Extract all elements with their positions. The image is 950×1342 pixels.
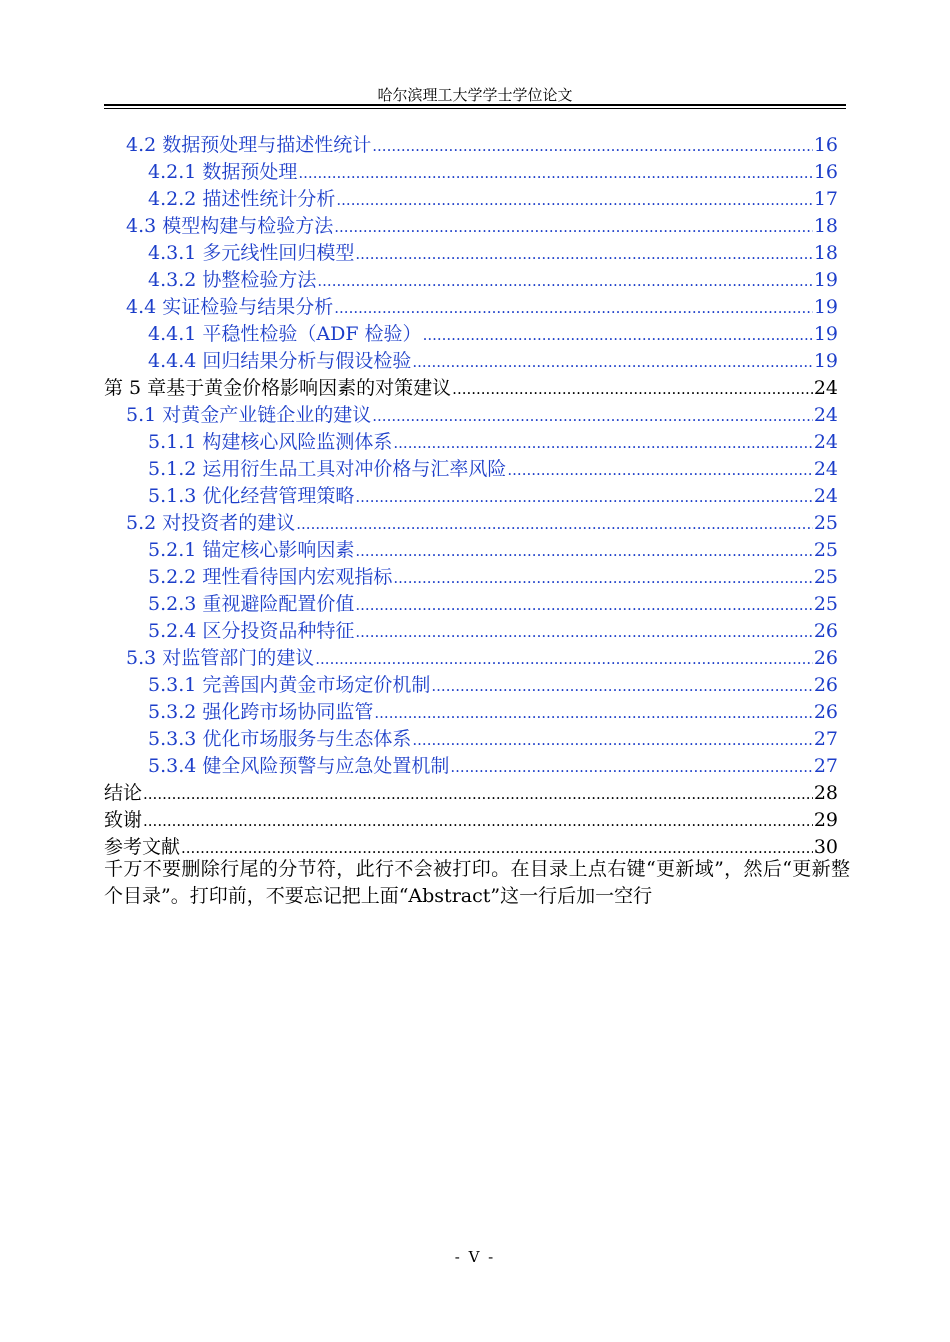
- toc-dot-leader: [355, 484, 812, 511]
- toc-entry[interactable]: [104, 186, 838, 213]
- toc-entry[interactable]: [104, 483, 838, 510]
- toc-entry-page[interactable]: 19: [813, 350, 838, 372]
- toc-entry-page[interactable]: 24: [813, 404, 838, 426]
- toc-entry-title[interactable]: 第 5 章基于黄金价格影响因素的对策建议: [104, 377, 452, 399]
- toc-entry-title[interactable]: 4.2.2 描述性统计分析: [148, 188, 336, 210]
- toc-entry[interactable]: [104, 402, 838, 429]
- toc-entry-title[interactable]: 4.4 实证检验与结果分析: [126, 296, 334, 318]
- toc-dot-leader: [355, 241, 812, 268]
- toc-entry-title[interactable]: 5.1.3 优化经营管理策略: [148, 485, 355, 507]
- toc-entry-title[interactable]: 结论: [104, 782, 143, 804]
- toc-entry[interactable]: [104, 159, 838, 186]
- toc-entry[interactable]: [104, 456, 838, 483]
- toc-entry[interactable]: [104, 537, 838, 564]
- toc-entry-title[interactable]: 4.3.2 协整检验方法: [148, 269, 317, 291]
- toc-entry-title[interactable]: 4.4.4 回归结果分析与假设检验: [148, 350, 412, 372]
- toc-entry[interactable]: [104, 429, 838, 456]
- toc-entry-title[interactable]: 5.3.2 强化跨市场协同监管: [148, 701, 374, 723]
- header-rule-thin: [104, 108, 846, 109]
- toc-entry-title[interactable]: 4.4.1 平稳性检验（ADF 检验）: [148, 323, 422, 345]
- toc-dot-leader: [143, 808, 813, 835]
- toc-entry-page[interactable]: 25: [813, 566, 838, 588]
- toc-entry-page[interactable]: 28: [813, 782, 838, 804]
- toc-dot-leader: [393, 565, 812, 592]
- toc-entry-page[interactable]: 24: [813, 431, 838, 453]
- toc-entry[interactable]: [104, 132, 838, 159]
- toc-entry-page[interactable]: 26: [813, 674, 838, 696]
- toc-entry-page[interactable]: 24: [813, 458, 838, 480]
- toc-entry-title[interactable]: 5.3.4 健全风险预警与应急处置机制: [148, 755, 450, 777]
- toc-entry[interactable]: [104, 294, 838, 321]
- toc-entry-title[interactable]: 4.3 模型构建与检验方法: [126, 215, 334, 237]
- page-number: - V -: [454, 1248, 496, 1266]
- toc-entry[interactable]: [104, 672, 838, 699]
- toc-entry-page[interactable]: 26: [813, 647, 838, 669]
- toc-entry-title[interactable]: 5.1 对黄金产业链企业的建议: [126, 404, 372, 426]
- toc-entry[interactable]: [104, 510, 838, 537]
- toc-dot-leader: [393, 430, 812, 457]
- toc-entry-title[interactable]: 5.2.1 锚定核心影响因素: [148, 539, 355, 561]
- toc-dot-leader: [336, 187, 812, 214]
- toc-entry[interactable]: [104, 780, 838, 807]
- toc-entry-page[interactable]: 17: [813, 188, 838, 210]
- toc-entry-page[interactable]: 25: [813, 539, 838, 561]
- toc-entry-page[interactable]: 30: [813, 836, 838, 858]
- header-rule-thick: [104, 104, 846, 106]
- toc-entry-page[interactable]: 16: [813, 134, 838, 156]
- toc-entry[interactable]: [104, 348, 838, 375]
- toc-dot-leader: [317, 268, 812, 295]
- toc-entry-page[interactable]: 27: [813, 728, 838, 750]
- toc-entry-title[interactable]: 4.3.1 多元线性回归模型: [148, 242, 355, 264]
- toc-entry-page[interactable]: 26: [813, 620, 838, 642]
- toc-entry-title[interactable]: 5.1.2 运用衍生品工具对冲价格与汇率风险: [148, 458, 507, 480]
- toc-entry[interactable]: [104, 213, 838, 240]
- toc-dot-leader: [372, 133, 813, 160]
- toc-entry-page[interactable]: 19: [813, 323, 838, 345]
- toc-entry[interactable]: [104, 618, 838, 645]
- toc-entry[interactable]: [104, 699, 838, 726]
- toc-entry-page[interactable]: 25: [813, 512, 838, 534]
- toc-entry-title[interactable]: 5.3 对监管部门的建议: [126, 647, 315, 669]
- table-of-contents: [104, 132, 838, 861]
- toc-entry[interactable]: [104, 591, 838, 618]
- toc-entry-title[interactable]: 4.2.1 数据预处理: [148, 161, 298, 183]
- toc-entry-page[interactable]: 29: [813, 809, 838, 831]
- toc-entry-page[interactable]: 19: [813, 296, 838, 318]
- toc-entry-title[interactable]: 5.2.3 重视避险配置价值: [148, 593, 355, 615]
- toc-entry-title[interactable]: 5.3.1 完善国内黄金市场定价机制: [148, 674, 431, 696]
- toc-entry[interactable]: [104, 240, 838, 267]
- toc-entry[interactable]: [104, 645, 838, 672]
- toc-dot-leader: [355, 592, 812, 619]
- toc-entry-page[interactable]: 27: [813, 755, 838, 777]
- toc-entry[interactable]: [104, 564, 838, 591]
- toc-dot-leader: [315, 646, 813, 673]
- toc-entry-title[interactable]: 5.2.2 理性看待国内宏观指标: [148, 566, 393, 588]
- toc-entry-page[interactable]: 18: [813, 215, 838, 237]
- toc-dot-leader: [374, 700, 812, 727]
- toc-entry-page[interactable]: 19: [813, 269, 838, 291]
- toc-dot-leader: [412, 349, 812, 376]
- toc-dot-leader: [450, 754, 812, 781]
- toc-dot-leader: [423, 322, 813, 349]
- page-header: 哈尔滨理工大学学士学位论文: [377, 86, 573, 104]
- toc-dot-leader: [143, 781, 813, 808]
- toc-entry-page[interactable]: 26: [813, 701, 838, 723]
- toc-dot-leader: [412, 727, 812, 754]
- toc-entry-page[interactable]: 24: [813, 377, 838, 399]
- toc-dot-leader: [355, 619, 812, 646]
- toc-dot-leader: [452, 376, 813, 403]
- toc-entry[interactable]: [104, 321, 838, 348]
- toc-entry-page[interactable]: 16: [813, 161, 838, 183]
- toc-entry[interactable]: [104, 375, 838, 402]
- toc-dot-leader: [296, 511, 813, 538]
- toc-entry-page[interactable]: 25: [813, 593, 838, 615]
- section-break-note: 千万不要删除行尾的分节符，此行不会被打印。在目录上点右键“更新域”，然后“更新整个目录”。打印前，不要忘记把上面“Abstract”这一行后加一空行: [104, 858, 850, 907]
- toc-dot-leader: [334, 295, 813, 322]
- toc-entry-title[interactable]: 5.3.3 优化市场服务与生态体系: [148, 728, 412, 750]
- toc-entry[interactable]: [104, 807, 838, 834]
- toc-entry-title[interactable]: 5.2.4 区分投资品种特征: [148, 620, 355, 642]
- toc-entry-title[interactable]: 5.1.1 构建核心风险监测体系: [148, 431, 393, 453]
- toc-dot-leader: [355, 538, 812, 565]
- toc-dot-leader: [298, 160, 812, 187]
- toc-entry-title[interactable]: 致谢: [104, 809, 143, 831]
- toc-dot-leader: [507, 457, 812, 484]
- toc-entry[interactable]: [104, 753, 838, 780]
- toc-entry[interactable]: [104, 726, 838, 753]
- toc-entry[interactable]: [104, 267, 838, 294]
- toc-dot-leader: [334, 214, 813, 241]
- toc-entry-title[interactable]: 4.2 数据预处理与描述性统计: [126, 134, 372, 156]
- toc-dot-leader: [372, 403, 813, 430]
- toc-entry-title[interactable]: 5.2 对投资者的建议: [126, 512, 296, 534]
- toc-entry-title[interactable]: 参考文献: [104, 836, 181, 858]
- toc-entry-page[interactable]: 18: [813, 242, 838, 264]
- toc-entry-page[interactable]: 24: [813, 485, 838, 507]
- toc-dot-leader: [431, 673, 812, 700]
